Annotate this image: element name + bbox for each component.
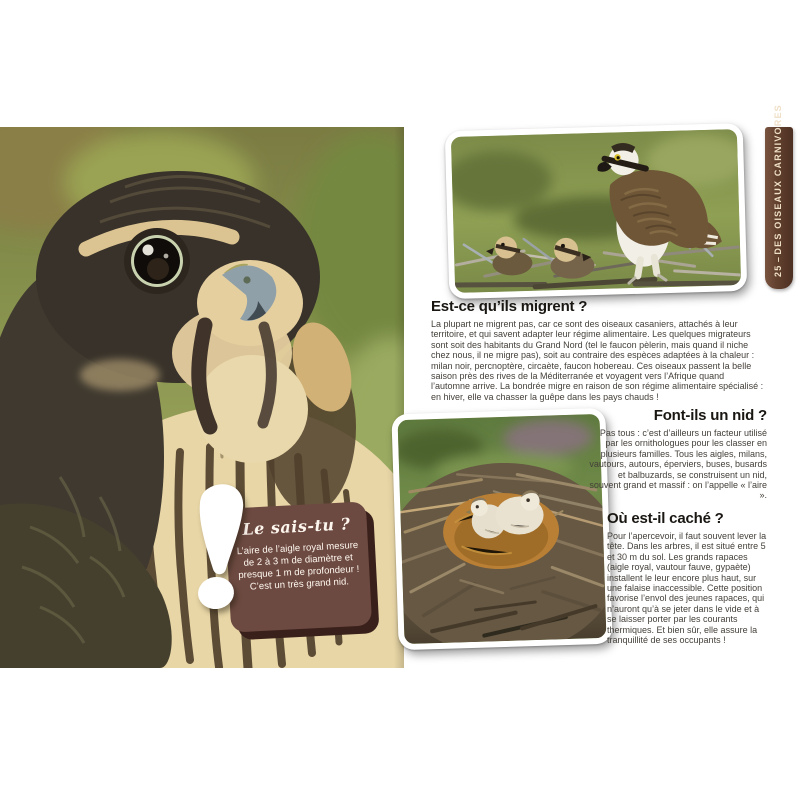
fact-bubble-body: L’aire de l’aigle royal mesure de 2 à 3 m de diamètre et presque 1 m de profondeur ! C’est un très grand nid. bbox=[236, 539, 360, 593]
chapter-tab-text bbox=[765, 104, 793, 289]
osprey-photo-illustration bbox=[451, 129, 741, 293]
section-body-cache: Pour l’apercevoir, il faut souvent lever la tête. Dans les arbres, il est situé entre 5 et 30 m du sol. Les grands rapaces (aigle royal, vautour fauve, gypaète) installent le leur encore plus haut, sur une falaise inaccessible. Cette position favorise l’envol des jeunes rapaces, qui n’auront qu’à se jeter dans le vide et à se laisser porter par les courants thermiques. Et bien sûr, elle assure la tranquillité de ses occupants ! bbox=[607, 531, 767, 646]
chapter-label: DES OISEAUX CARNIVORES bbox=[773, 104, 783, 255]
nest-photo bbox=[391, 408, 612, 651]
section-body-migration: La plupart ne migrent pas, car ce sont des oiseaux casaniers, attachés à leur territoire, et qui savent adapter leur régime alimentaire. Les quelques migrateurs sont soit des habitants du Grand Nord (tel le faucon pèlerin, mais quand il niche chez nous, il ne migre pas), soit au contraire des espèces adaptées à la chaleur : milan noir, percnoptère, circaète, faucon hobereau. Ces oiseaux passent la belle saison près des rives de la Méditerranée et voyagent vers l’Afrique quand l’automne arrive. La bondrée migre en raison de son régime alimentaire spécialisé : en hiver, elle va chasser la guêpe dans les pays chauds ! bbox=[431, 319, 764, 402]
section-migration bbox=[431, 298, 765, 402]
section-nid bbox=[588, 407, 767, 501]
nest-photo-illustration bbox=[398, 414, 607, 644]
page-spread bbox=[0, 104, 800, 668]
section-cache bbox=[607, 510, 768, 645]
page-number: 25 bbox=[773, 264, 783, 277]
fact-bubble-title: Le sais-tu ? bbox=[241, 514, 351, 539]
chapter-tab bbox=[765, 104, 793, 289]
osprey-photo bbox=[445, 123, 748, 299]
exclamation-icon bbox=[189, 481, 263, 613]
section-title-cache: Où est-il caché ? bbox=[607, 510, 724, 527]
section-title-nid: Font-ils un nid ? bbox=[653, 407, 767, 424]
tab-separator: – bbox=[773, 254, 783, 265]
section-title-migration: Est-ce qu’ils migrent ? bbox=[431, 298, 588, 315]
section-body-nid: Pas tous : c’est d’ailleurs un facteur utilisé par les ornithologues pour les classer en plusieurs familles. Tous les aigles, milans, vautours, autours, éperviers, buses, busards et balbuzards, se construisent un nid, souvent grand et massif : on l’appelle « l’aire ». bbox=[589, 428, 767, 501]
